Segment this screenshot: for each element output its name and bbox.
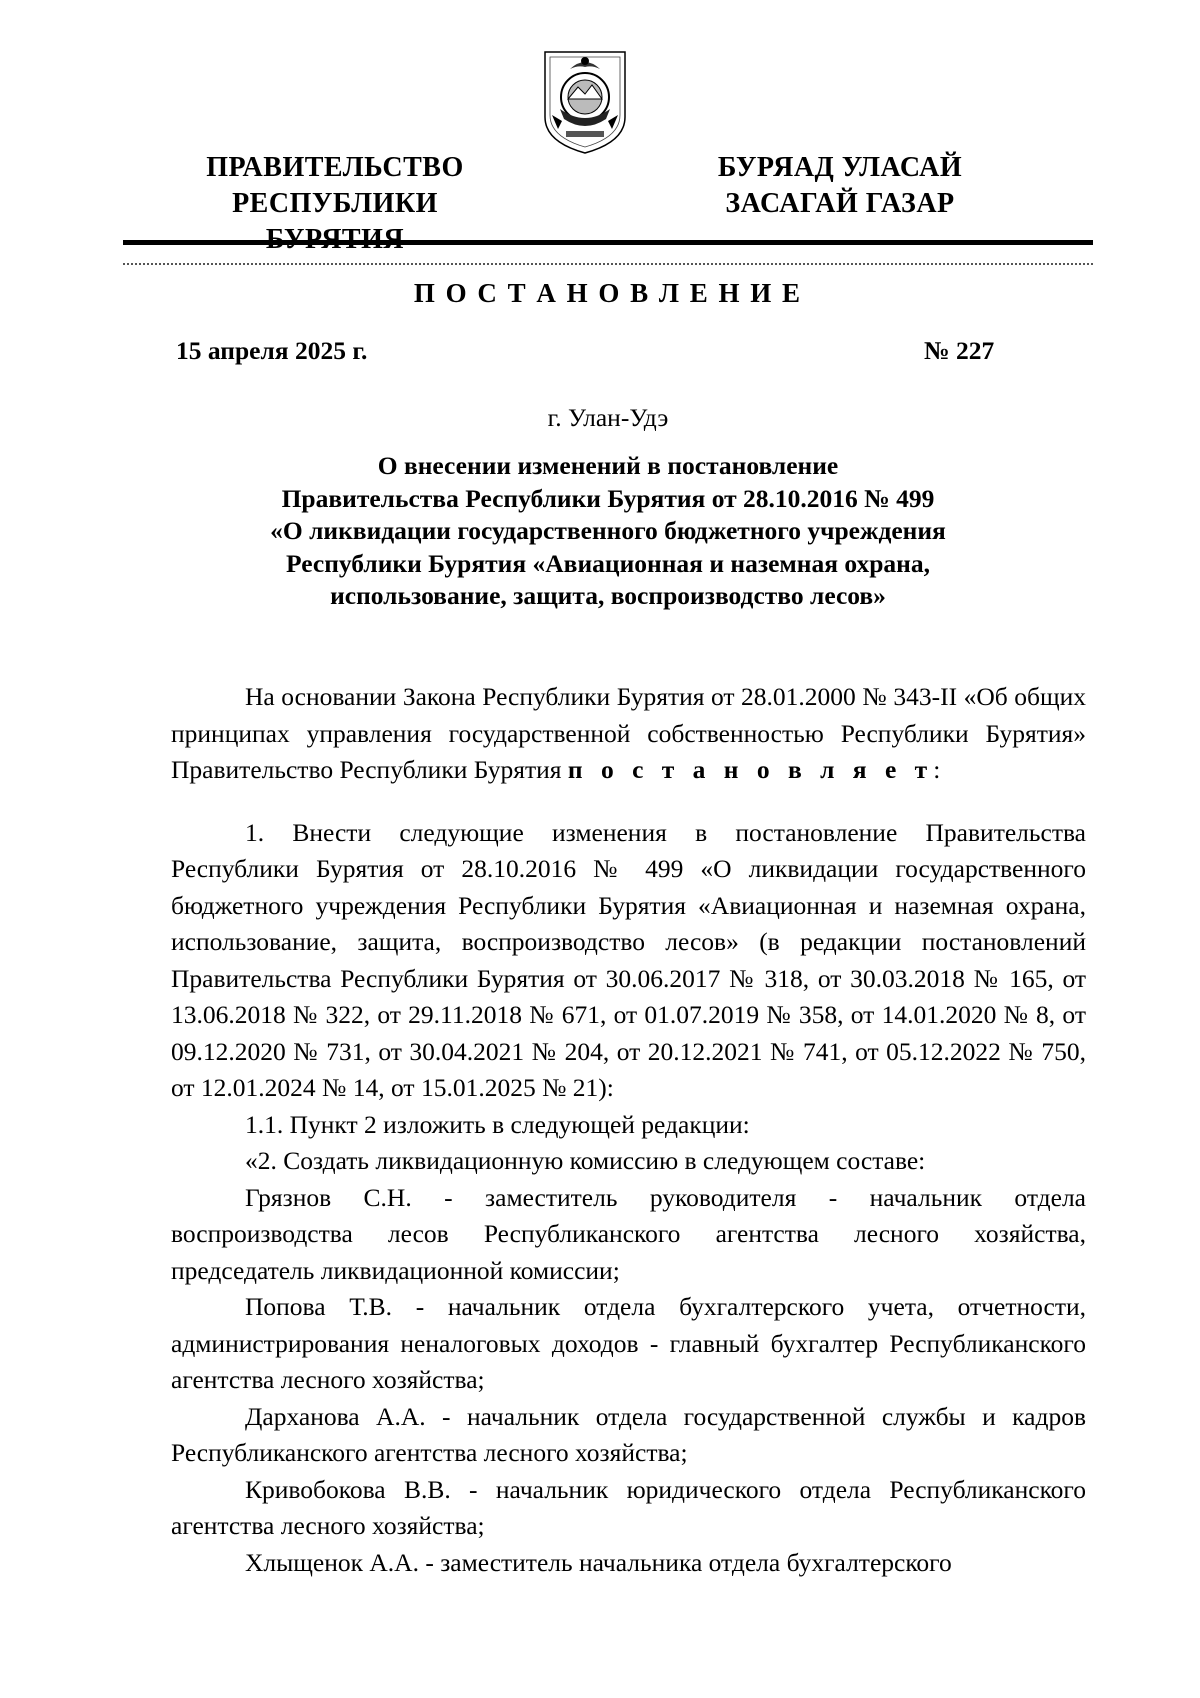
item-1: 1. Внести следующие изменения в постановление Правительства Республики Бурятия от 28.10.2016 № 499 «О ликвидации государственного бюджетного учреждения Республики Бурятия «Авиационная и наземная охрана, использование, защита, воспроизводство лесов» (в редакции постановлений Правительства Республики Бурятия от 30.06.2017 № 318, от 30.03.2018 № 165, от 13.06.2018 № 322, от 29.11.2018 № 671, от 01.07.2019 № 358, от 14.01.2020 № 8, от 09.12.2020 № 731, от 30.04.2021 № 204, от 20.12.2021 № 741, от 05.12.2022 № 750, от 12.01.2024 № 14, от 15.01.2025 № 21): (171, 817, 1086, 1102)
doc-title (123, 450, 1093, 613)
preamble-verb: п о с т а н о в л я е т (567, 755, 934, 784)
coat-of-arms-emblem (540, 47, 630, 157)
item-2: «2. Создать ликвидационную комиссию в следующем составе: (245, 1146, 926, 1175)
item-1-1: 1.1. Пункт 2 изложить в следующей редакции: (245, 1109, 750, 1139)
title-line3: «О ликвидации государственного бюджетного учреждения (270, 516, 946, 545)
preamble-text: На основании Закона Республики Бурятия от 28.01.2000 № 343-II «Об общих принципах управления государственной собственностью Республики Бурятия» Правительство Республики Бурятия (171, 682, 1086, 784)
title-line5: использование, защита, воспроизводство лесов» (330, 581, 886, 610)
member-5: Хлыщенок А.А. - заместитель начальника отдела бухгалтерского (245, 1547, 952, 1577)
preamble-paragraph (171, 679, 1086, 789)
member-2: Попова Т.В. - начальник отдела бухгалтерского учета, отчетности, администрирования неналоговых доходов - главный бухгалтер Республиканского агентства лесного хозяйства; (171, 1292, 1086, 1394)
member-4: Кривобокова В.В. - начальник юридического отдела Республиканского агентства лесного хозяйства; (171, 1474, 1086, 1540)
title-line4: Республики Бурятия «Авиационная и наземная охрана, (286, 548, 930, 578)
member-3: Дарханова А.А. - начальник отдела государственной службы и кадров Республиканского агентства лесного хозяйства; (171, 1401, 1086, 1467)
header-rule-thin (123, 263, 1093, 265)
doc-date: 15 апреля 2025 г. (176, 336, 368, 365)
title-line1: О внесении изменений в постановление (377, 451, 839, 480)
header-right-line2: ЗАСАГАЙ ГАЗАР (725, 188, 955, 219)
header-right (690, 150, 990, 222)
header-left-line1: ПРАВИТЕЛЬСТВО (206, 152, 464, 183)
doc-body (171, 679, 1086, 1581)
title-line2: Правительства Республики Бурятия от 28.10.2016 № 499 (281, 483, 935, 513)
doc-type: П О С Т А Н О В Л Е Н И Е (413, 278, 803, 308)
member-1: Грязнов С.Н. - заместитель руководителя - начальник отдела воспроизводства лесов Республиканского агентства лесного хозяйства, председатель ликвидационной комиссии; (171, 1182, 1086, 1285)
header-right-line1: БУРЯАД УЛАСАЙ (717, 152, 963, 183)
preamble-end: : (933, 755, 941, 784)
doc-city: г. Улан-Удэ (547, 403, 669, 432)
header-left-line2: РЕСПУБЛИКИ (232, 188, 438, 219)
doc-number: № 227 (924, 336, 995, 365)
header-rule-thick (123, 240, 1093, 245)
